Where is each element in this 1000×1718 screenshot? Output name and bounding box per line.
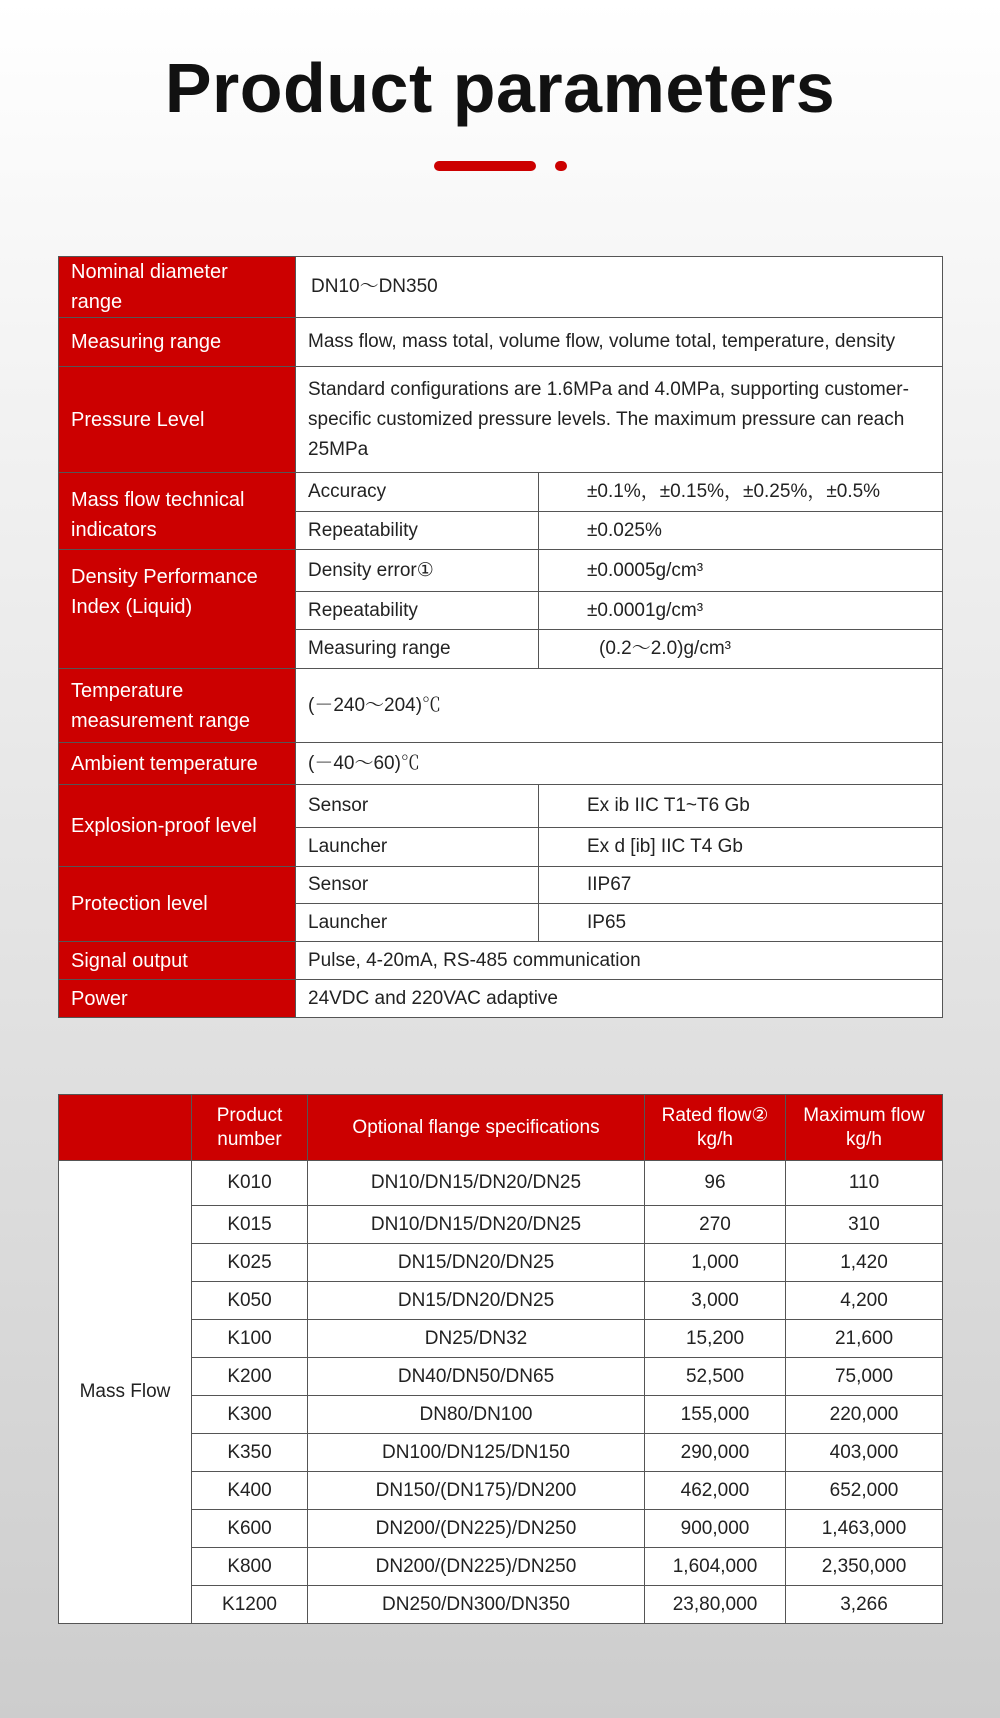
cell-maximum-flow: 652,000 (786, 1472, 943, 1510)
param-subname: Accuracy (296, 473, 539, 512)
cell-rated-flow: 462,000 (645, 1472, 786, 1510)
cell-flange-specs: DN40/DN50/DN65 (308, 1358, 645, 1396)
param-subname: Sensor (296, 867, 539, 904)
cell-rated-flow: 900,000 (645, 1510, 786, 1548)
param-label: Mass flow technical indicators (59, 473, 296, 550)
param-label: Density Performance Index (Liquid) (59, 550, 296, 669)
param-value: Ex ib IIC T1~T6 Gb (539, 785, 943, 828)
cell-flange-specs: DN25/DN32 (308, 1320, 645, 1358)
param-row-ambient-temperature (59, 743, 943, 785)
cell-product-number: K400 (192, 1472, 308, 1510)
header-maximum-flow: Maximum flow kg/h (786, 1095, 943, 1161)
param-label: Nominal diameter range (59, 257, 296, 318)
param-subname: Launcher (296, 828, 539, 867)
param-row-density-error (59, 550, 943, 592)
model-table (58, 1094, 943, 1624)
cell-rated-flow: 270 (645, 1206, 786, 1244)
param-value: Ex d [ib] IIC T4 Gb (539, 828, 943, 867)
cell-product-number: K800 (192, 1548, 308, 1586)
cell-product-number: K300 (192, 1396, 308, 1434)
cell-product-number: K010 (192, 1161, 308, 1206)
page-title: Product parameters (164, 49, 836, 127)
param-subname: Sensor (296, 785, 539, 828)
param-value: ±0.0005g/cm³ (539, 550, 943, 592)
cell-maximum-flow: 403,000 (786, 1434, 943, 1472)
param-row-measuring-range (59, 318, 943, 367)
table-row (59, 1282, 943, 1320)
cell-flange-specs: DN200/(DN225)/DN250 (308, 1510, 645, 1548)
cell-product-number: K1200 (192, 1586, 308, 1624)
header-product-number: Product number (192, 1095, 308, 1161)
param-value: DN10～DN350 (296, 257, 943, 318)
table-row (59, 1320, 943, 1358)
cell-flange-specs: DN100/DN125/DN150 (308, 1434, 645, 1472)
param-subname: Repeatability (296, 592, 539, 630)
cell-flange-specs: DN10/DN15/DN20/DN25 (308, 1206, 645, 1244)
param-value: (0.2～2.0)g/cm³ (539, 630, 943, 669)
param-row-temperature-range (59, 669, 943, 743)
cell-flange-specs: DN80/DN100 (308, 1396, 645, 1434)
param-row-nominal-diameter (59, 257, 943, 318)
cell-rated-flow: 3,000 (645, 1282, 786, 1320)
param-value: 24VDC and 220VAC adaptive (296, 980, 943, 1018)
param-label: Measuring range (59, 318, 296, 367)
cell-rated-flow: 52,500 (645, 1358, 786, 1396)
title-underline-dot (555, 161, 567, 171)
cell-maximum-flow: 220,000 (786, 1396, 943, 1434)
cell-product-number: K050 (192, 1282, 308, 1320)
title-underline-bar (434, 161, 536, 171)
cell-flange-specs: DN200/(DN225)/DN250 (308, 1548, 645, 1586)
header-rated-flow: Rated flow② kg/h (645, 1095, 786, 1161)
cell-product-number: K025 (192, 1244, 308, 1282)
param-label: Power (59, 980, 296, 1018)
cell-maximum-flow: 1,463,000 (786, 1510, 943, 1548)
model-table-header (59, 1095, 943, 1161)
param-value: IP65 (539, 904, 943, 942)
cell-maximum-flow: 1,420 (786, 1244, 943, 1282)
param-label: Ambient temperature (59, 743, 296, 785)
table-row (59, 1206, 943, 1244)
param-label: Protection level (59, 867, 296, 942)
parameters-table (58, 256, 943, 1018)
cell-rated-flow: 23,80,000 (645, 1586, 786, 1624)
cell-rated-flow: 15,200 (645, 1320, 786, 1358)
param-value: ±0.025% (539, 512, 943, 550)
header-flange-specs: Optional flange specifications (308, 1095, 645, 1161)
param-row-protection-sensor (59, 867, 943, 904)
param-label: Explosion-proof level (59, 785, 296, 867)
cell-product-number: K600 (192, 1510, 308, 1548)
cell-product-number: K100 (192, 1320, 308, 1358)
table-row (59, 1358, 943, 1396)
cell-maximum-flow: 310 (786, 1206, 943, 1244)
cell-flange-specs: DN150/(DN175)/DN200 (308, 1472, 645, 1510)
param-value: Pulse, 4-20mA, RS-485 communication (296, 942, 943, 980)
param-subname: Launcher (296, 904, 539, 942)
param-subname: Density error① (296, 550, 539, 592)
cell-maximum-flow: 110 (786, 1161, 943, 1206)
param-value: Mass flow, mass total, volume flow, volume total, temperature, density (296, 318, 943, 367)
param-row-signal-output (59, 942, 943, 980)
param-subname: Measuring range (296, 630, 539, 669)
cell-rated-flow: 1,000 (645, 1244, 786, 1282)
cell-product-number: K015 (192, 1206, 308, 1244)
param-label: Temperature measurement range (59, 669, 296, 743)
table-row (59, 1472, 943, 1510)
table-row (59, 1510, 943, 1548)
cell-flange-specs: DN10/DN15/DN20/DN25 (308, 1161, 645, 1206)
param-value: Standard configurations are 1.6MPa and 4.0MPa, supporting customer-specific customized pressure levels. The maximum pressure can reach 25MPa (296, 367, 943, 473)
param-value: ±0.1%，±0.15%，±0.25%，±0.5% (539, 473, 943, 512)
param-label: Signal output (59, 942, 296, 980)
cell-flange-specs: DN250/DN300/DN350 (308, 1586, 645, 1624)
cell-product-number: K350 (192, 1434, 308, 1472)
param-row-mass-flow-accuracy (59, 473, 943, 512)
cell-rated-flow: 155,000 (645, 1396, 786, 1434)
cell-product-number: K200 (192, 1358, 308, 1396)
param-row-power (59, 980, 943, 1018)
group-label: Mass Flow (59, 1161, 192, 1624)
cell-maximum-flow: 2,350,000 (786, 1548, 943, 1586)
table-row (59, 1161, 943, 1206)
param-value: IIP67 (539, 867, 943, 904)
cell-maximum-flow: 75,000 (786, 1358, 943, 1396)
table-row (59, 1548, 943, 1586)
table-row (59, 1434, 943, 1472)
table-row (59, 1244, 943, 1282)
param-subname: Repeatability (296, 512, 539, 550)
cell-maximum-flow: 4,200 (786, 1282, 943, 1320)
cell-rated-flow: 96 (645, 1161, 786, 1206)
table-row (59, 1396, 943, 1434)
param-value: ±0.0001g/cm³ (539, 592, 943, 630)
cell-rated-flow: 1,604,000 (645, 1548, 786, 1586)
cell-rated-flow: 290,000 (645, 1434, 786, 1472)
param-row-pressure-level (59, 367, 943, 473)
cell-flange-specs: DN15/DN20/DN25 (308, 1244, 645, 1282)
param-value: (－40～60)℃ (296, 743, 943, 785)
cell-maximum-flow: 3,266 (786, 1586, 943, 1624)
cell-flange-specs: DN15/DN20/DN25 (308, 1282, 645, 1320)
table-row (59, 1586, 943, 1624)
param-row-explosion-sensor (59, 785, 943, 828)
param-label: Pressure Level (59, 367, 296, 473)
cell-maximum-flow: 21,600 (786, 1320, 943, 1358)
param-value: (－240～204)℃ (296, 669, 943, 743)
header-blank (59, 1095, 192, 1161)
